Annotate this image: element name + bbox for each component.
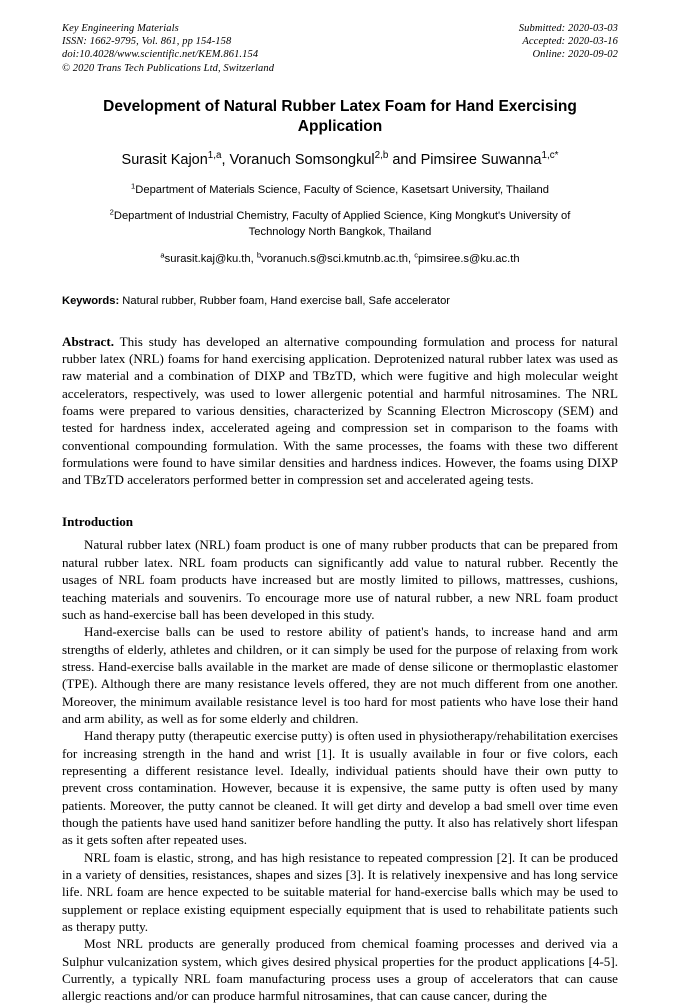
- intro-paragraph-3: Hand therapy putty (therapeutic exercise putty) is often used in physiotherapy/rehabilitation exercises for increasing strength in the hand and wrist [1]. It is usually available in four or five colors, each representing a different resistance level. Ideally, individual patients should have their own putty to prevent cross contamination. However, because it is expensive, the same putty is often used by many patients. Moreover, the putty cannot be cleaned. It will get dirty and develop a bad smell over time even though the patients have used hand sanitizer before handling the putty. It also has relatively short lifespan as it gets soften after repeated uses.: [62, 728, 618, 848]
- keywords-label: Keywords:: [62, 294, 120, 307]
- email-3-superscript: c: [414, 250, 419, 260]
- email-2-superscript: b: [256, 250, 262, 260]
- email-1-superscript: a: [160, 250, 165, 260]
- intro-paragraph-4: NRL foam is elastic, strong, and has high resistance to repeated compression [2]. It can be produced in a variety of densities, resistances, shapes and sizes [3]. It is relatively inexpensive and has long service life. NRL foam are hence expected to be suitable material for hand-exercise balls which may be used to supplement or replace existing equipment especially equipment that is used to rehabilitate patients such as therapy putty.: [62, 849, 618, 935]
- author-separator-1: ,: [221, 151, 230, 168]
- affiliation-1-text: Department of Materials Science, Faculty of Science, Kasetsart University, Thailand: [135, 183, 549, 196]
- journal-header: [62, 22, 618, 75]
- email-2[interactable]: voranuch.s@sci.kmutnb.ac.th,: [261, 253, 415, 266]
- affiliation-2-text: Department of Industrial Chemistry, Faculty of Applied Science, King Mongkut's University of Technology North Bangkok, Thailand: [113, 210, 571, 238]
- online-date: Online: 2020-09-02: [532, 49, 618, 61]
- journal-header-right: [519, 22, 618, 62]
- author-emails: [62, 252, 618, 268]
- journal-copyright: © 2020 Trans Tech Publications Ltd, Switzerland: [62, 62, 275, 74]
- intro-paragraph-2: Hand-exercise balls can be used to restore ability of patient's hands, to increase hand and arm strengths of elderly, athletes and children, or it can simply be used for the purpose of relaxing from work stress. Hand-exercise balls available in the market are made of dense silicone or thermoplastic elastomer (TPE). Although there are many resistance levels offered, they are not much different from one another. Moreover, the minimum available resistance level is too hard for most patients who have lose their hand and arm ability, as well as for some elderly and children.: [62, 624, 618, 726]
- author-separator-2: and: [388, 151, 421, 168]
- author-3-superscript: 1,c*: [541, 149, 559, 161]
- author-1-superscript: 1,a: [207, 149, 222, 161]
- journal-name: Key Engineering Materials: [62, 23, 179, 34]
- affiliation-2: [62, 209, 618, 240]
- author-2-superscript: 2,b: [374, 149, 389, 161]
- author-1-name: Surasit Kajon: [121, 151, 208, 168]
- affiliation-1: [62, 183, 618, 199]
- author-2-name: Voranuch Somsongkul: [229, 151, 375, 168]
- journal-issn-volume: ISSN: 1662-9795, Vol. 861, pp 154-158: [62, 36, 232, 48]
- keywords-line: [62, 294, 618, 309]
- submitted-date: Submitted: 2020-03-03: [518, 23, 618, 34]
- paper-title: Development of Natural Rubber Latex Foam for Hand Exercising Application: [103, 97, 577, 135]
- email-3[interactable]: pimsiree.s@ku.ac.th: [418, 253, 520, 266]
- keywords-value: Natural rubber, Rubber foam, Hand exercise ball, Safe accelerator: [119, 294, 451, 307]
- intro-paragraph-5: Most NRL products are generally produced from chemical foaming processes and derived via a Sulphur vulcanization system, which gives desired physical properties for the product applications [4-5]. Currently, a typically NRL foam manufacturing process uses a group of accelerators that can cause allergic reactions and/or can produce harmful nitrosamines, that can cause cancer, during the: [62, 936, 618, 1004]
- email-1[interactable]: surasit.kaj@ku.th,: [164, 253, 257, 266]
- intro-paragraph-1: Natural rubber latex (NRL) foam product is one of many rubber products that can be prepared from natural rubber latex. NRL foam products can significantly add value to natural rubber. Recently the usages of NRL foam products have increased but are mostly limited to pillows, mattresses, cushions, teaching materials and souvenirs. To encourage more use of natural rubber, a new NRL foam product such as hand-exercise ball has been developed in this study.: [62, 537, 618, 622]
- journal-doi: doi:10.4028/www.scientific.net/KEM.861.154: [62, 49, 259, 61]
- abstract-text: This study has developed an alternative compounding formulation and process for natural rubber latex (NRL) foams for hand exercising application. Deprotenized natural rubber latex was used as raw material and a combination of DIXP and TBzTD, which were fugitive and high molecular weight accelerators, respectively, was used to lower allergenic potential and harmful nitrosamines. The NRL foams were prepared to various densities, characterized by Scanning Electron Microscopy (SEM) and tested for hardness index, accelerated ageing and compression set in comparison to the foams with conventional compounding formulation. With the same processes, the foams with these two different formulations were found to have similar densities and hardness indices. However, the foams using DIXP and TBzTD accelerators performed better in compression set and accelerated ageing tests.: [62, 333, 618, 488]
- journal-header-left: [62, 22, 274, 75]
- abstract-label: Abstract.: [62, 333, 114, 349]
- affiliation-2-superscript: 2: [109, 207, 114, 217]
- author-3-name: Pimsiree Suwanna: [420, 151, 542, 168]
- author-list: [62, 151, 618, 170]
- accepted-date: Accepted: 2020-03-16: [522, 36, 618, 48]
- affiliation-1-superscript: 1: [131, 181, 136, 191]
- abstract-paragraph: [62, 333, 618, 489]
- section-heading-introduction: Introduction: [62, 514, 134, 530]
